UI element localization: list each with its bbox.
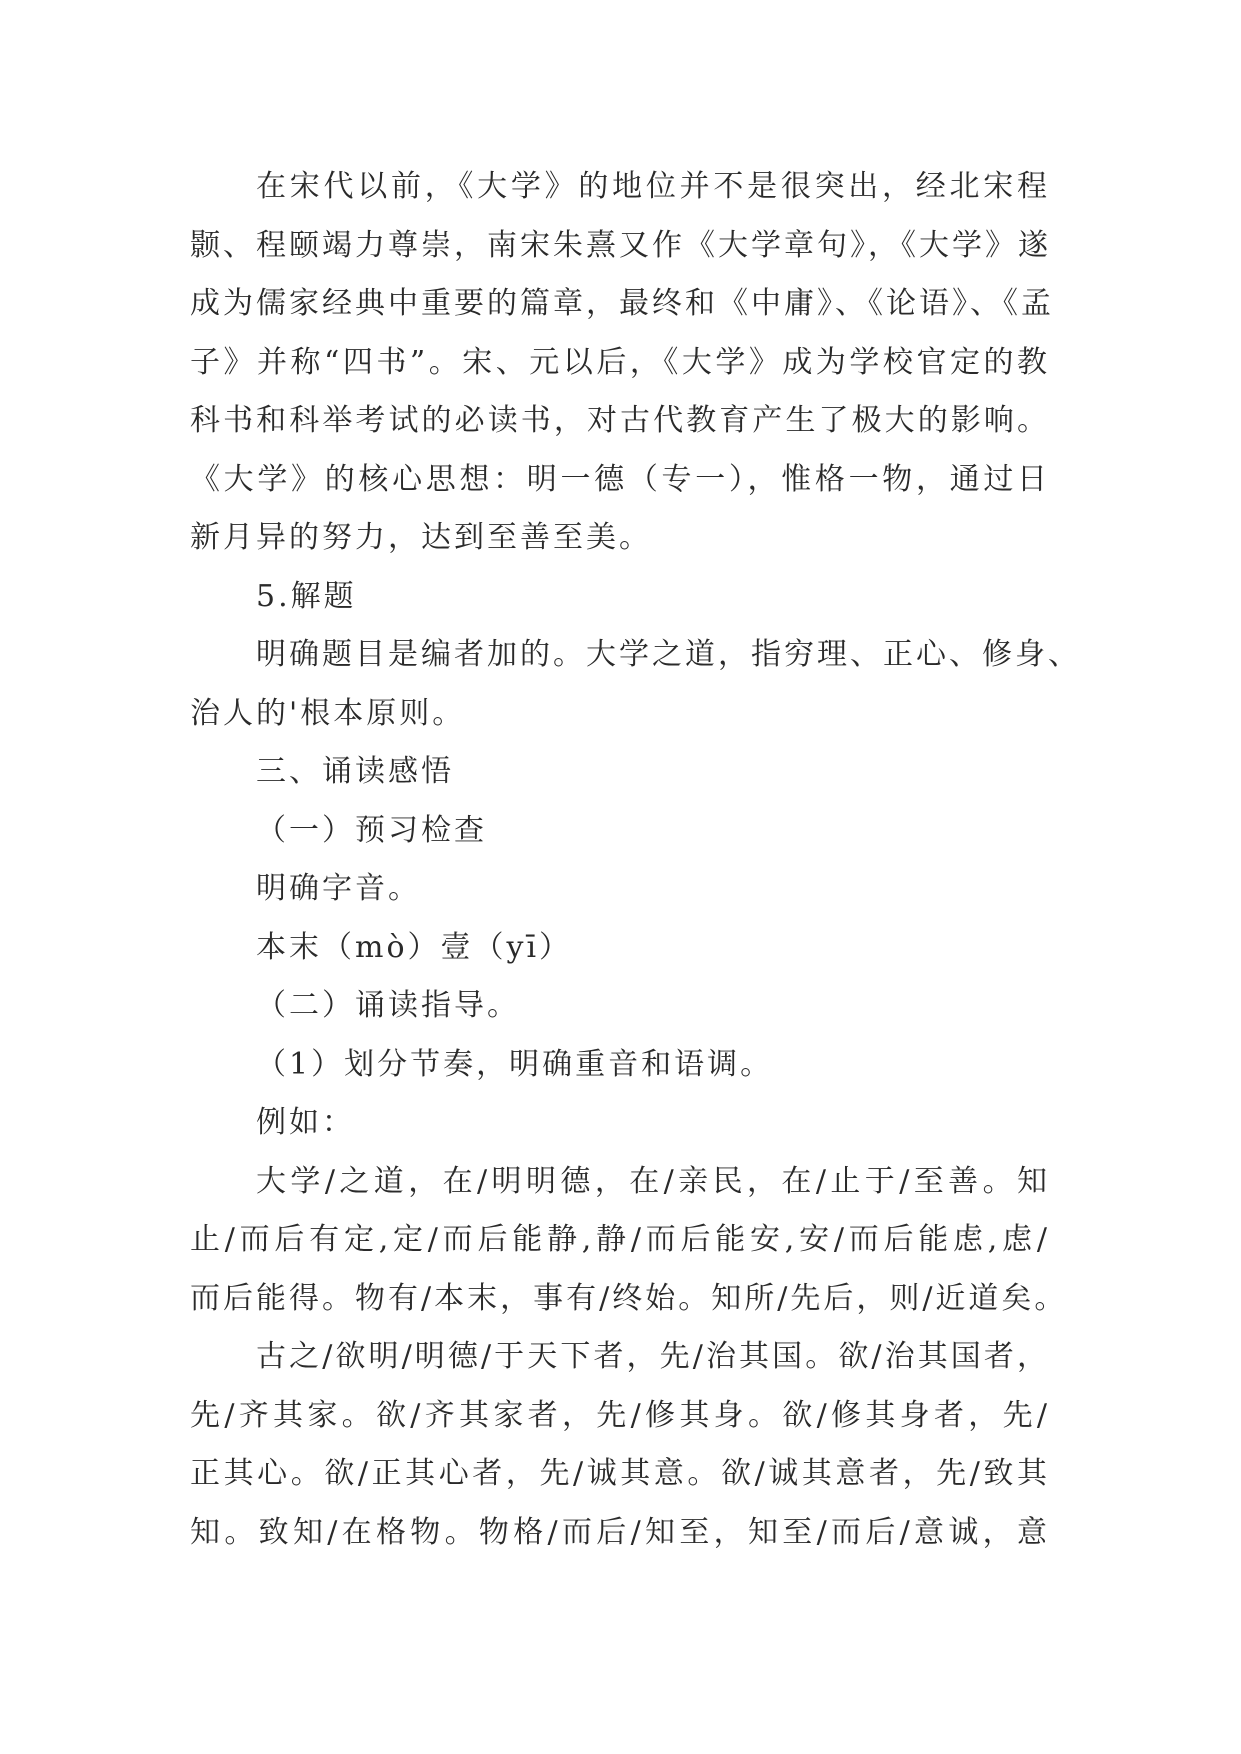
document-body xyxy=(190,158,1081,1562)
text-line: 子》并称“四书”。宋、元以后，《大学》成为学校官定的教 xyxy=(190,344,1050,380)
text-line: 在宋代以前，《大学》的地位并不是很突出，经北宋程 xyxy=(256,169,1050,204)
text-line: 正其心。欲/正其心者，先/诚其意。欲/诚其意者，先/致其 xyxy=(190,1456,1050,1491)
text-line: 明确字音。 xyxy=(256,871,421,906)
text-line: 三、诵读感悟 xyxy=(256,754,454,789)
text-line: 科书和科举考试的必读书，对古代教育产生了极大的影响。 xyxy=(190,403,1050,438)
text-line: 先/齐其家。欲/齐其家者，先/修其身。欲/修其身者，先/ xyxy=(190,1397,1050,1433)
text-line: 本末（mò）壹（yī） xyxy=(256,929,573,965)
text-line: 大学/之道，在/明明德，在/亲民，在/止于/至善。知 xyxy=(256,1163,1050,1199)
text-line: 成为儒家经典中重要的篇章，最终和《中庸》、《论语》、《孟 xyxy=(190,286,1054,321)
text-line: 《大学》的核心思想：明一德（专一），惟格一物，通过日 xyxy=(190,461,1050,497)
text-line: （1）划分节奏，明确重音和语调。 xyxy=(256,1046,774,1082)
text-line: 新月异的努力，达到至善至美。 xyxy=(190,520,652,555)
text-line: 治人的'根本原则。 xyxy=(190,695,466,731)
text-line: 古之/欲明/明德/于天下者，先/治其国。欲/治其国者， xyxy=(256,1339,1050,1374)
text-line: 明确题目是编者加的。大学之道，指穷理、正心、修身、 xyxy=(256,637,1081,672)
text-line: 而后能得。物有/本末，事有/终始。知所/先后，则/近道矣。 xyxy=(190,1280,1068,1316)
text-line: 颢、程颐竭力尊崇，南宋朱熹又作《大学章句》，《大学》遂 xyxy=(190,227,1051,263)
text-line: 止/而后有定,定/而后能静,静/而后能安,安/而后能虑,虑/ xyxy=(190,1222,1050,1257)
text-line: 例如： xyxy=(256,1105,355,1140)
text-line: （二）诵读指导。 xyxy=(256,988,520,1023)
text-line: （一）预习检查 xyxy=(256,812,487,848)
text-line: 5.解题 xyxy=(256,578,357,614)
text-line: 知。致知/在格物。物格/而后/知至，知至/而后/意诚，意 xyxy=(190,1514,1050,1550)
